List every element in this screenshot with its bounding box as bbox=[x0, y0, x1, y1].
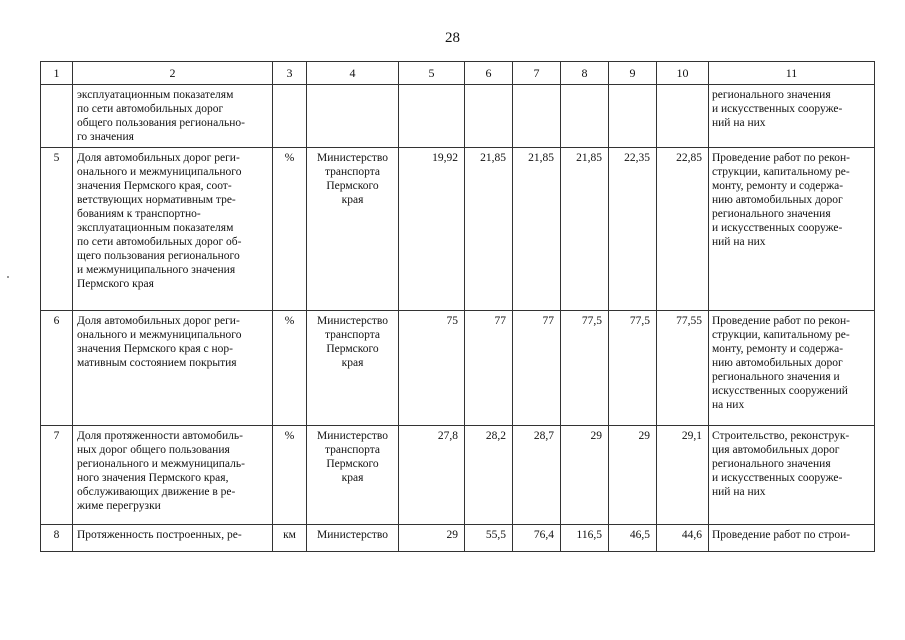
value-cell bbox=[657, 85, 709, 148]
cell-line: регионального значения и bbox=[712, 371, 840, 383]
column-numbers-row bbox=[41, 62, 875, 85]
indicator-cell bbox=[73, 426, 273, 525]
indicator-cell bbox=[73, 525, 273, 552]
value-cell: 19,92 bbox=[399, 148, 465, 311]
value-cell: 76,4 bbox=[513, 525, 561, 552]
activity-cell bbox=[709, 148, 875, 311]
cell-line: ний на них bbox=[712, 117, 766, 129]
cell-line: значения Пермского края, соот- bbox=[77, 180, 232, 192]
cell-line: монту, ремонту и содержа- bbox=[712, 180, 844, 192]
cell-line: бованиям к транспортно- bbox=[77, 208, 201, 220]
value-cell: 77,5 bbox=[561, 311, 609, 426]
value-cell: 77,55 bbox=[657, 311, 709, 426]
header-cell: 9 bbox=[609, 62, 657, 85]
value-cell: 28,7 bbox=[513, 426, 561, 525]
cell-line: Протяженность построенных, ре- bbox=[77, 529, 242, 541]
value-cell: 46,5 bbox=[609, 525, 657, 552]
indicator-cell bbox=[73, 148, 273, 311]
header-cell: 11 bbox=[709, 62, 875, 85]
value-cell: 22,85 bbox=[657, 148, 709, 311]
header-cell: 2 bbox=[73, 62, 273, 85]
value-cell: 27,8 bbox=[399, 426, 465, 525]
unit-cell: % bbox=[273, 311, 307, 426]
row-number-cell bbox=[41, 85, 73, 148]
cell-line: ного значения Пермского края, bbox=[77, 472, 229, 484]
value-cell bbox=[513, 85, 561, 148]
cell-line: и межмуниципального значения bbox=[77, 264, 236, 276]
value-cell: 22,35 bbox=[609, 148, 657, 311]
unit-cell bbox=[273, 85, 307, 148]
cell-line: общего пользования регионально- bbox=[77, 117, 245, 129]
executor-cell bbox=[307, 148, 399, 311]
cell-line: ных дорог общего пользования bbox=[77, 444, 230, 456]
cell-line: мативным состоянием покрытия bbox=[77, 357, 237, 369]
cell-line: регионального значения bbox=[712, 208, 831, 220]
cell-line: транспорта bbox=[324, 444, 381, 456]
cell-line: транспорта bbox=[324, 329, 381, 341]
cell-line: Пермского bbox=[326, 343, 379, 355]
continuation-row bbox=[41, 85, 875, 148]
cell-line: го значения bbox=[77, 131, 134, 143]
unit-cell: км bbox=[273, 525, 307, 552]
indicator-cell bbox=[73, 311, 273, 426]
cell-line: транспорта bbox=[324, 166, 381, 178]
cell-line: края bbox=[341, 357, 364, 369]
cell-line: Пермского края bbox=[77, 278, 154, 290]
cell-line: нию автомобильных дорог bbox=[712, 194, 843, 206]
value-cell: 21,85 bbox=[465, 148, 513, 311]
cell-line: искусственных сооружений bbox=[712, 385, 848, 397]
cell-line: регионального значения bbox=[712, 458, 831, 470]
value-cell: 29 bbox=[609, 426, 657, 525]
indicators-table bbox=[40, 61, 875, 552]
cell-line: Министерство bbox=[317, 315, 388, 327]
page-number: 28 bbox=[445, 30, 460, 46]
value-cell bbox=[465, 85, 513, 148]
executor-cell bbox=[307, 525, 399, 552]
cell-line: Пермского bbox=[326, 180, 379, 192]
cell-line: жиме перегрузки bbox=[77, 500, 161, 512]
value-cell: 75 bbox=[399, 311, 465, 426]
cell-line: регионального значения bbox=[712, 89, 831, 101]
header-cell: 10 bbox=[657, 62, 709, 85]
cell-line: струкции, капитальному ре- bbox=[712, 329, 850, 341]
value-cell: 116,5 bbox=[561, 525, 609, 552]
value-cell: 29 bbox=[399, 525, 465, 552]
value-cell bbox=[609, 85, 657, 148]
activity-cell bbox=[709, 311, 875, 426]
cell-line: Пермского bbox=[326, 458, 379, 470]
header-cell: 8 bbox=[561, 62, 609, 85]
activity-cell bbox=[709, 85, 875, 148]
cell-line: ний на них bbox=[712, 236, 766, 248]
indicator-cell bbox=[73, 85, 273, 148]
value-cell: 21,85 bbox=[561, 148, 609, 311]
cell-line: регионального и межмуниципаль- bbox=[77, 458, 245, 470]
row-number-cell: 5 bbox=[41, 148, 73, 311]
cell-line: Министерство bbox=[317, 529, 388, 541]
cell-line: по сети автомобильных дорог bbox=[77, 103, 224, 115]
cell-line: и искусственных сооруже- bbox=[712, 103, 843, 115]
scan-speck bbox=[7, 276, 9, 278]
cell-line: обслуживающих движение в ре- bbox=[77, 486, 236, 498]
value-cell: 29 bbox=[561, 426, 609, 525]
cell-line: по сети автомобильных дорог об- bbox=[77, 236, 242, 248]
cell-line: Проведение работ по рекон- bbox=[712, 152, 850, 164]
value-cell: 44,6 bbox=[657, 525, 709, 552]
value-cell: 77,5 bbox=[609, 311, 657, 426]
row-number-cell: 7 bbox=[41, 426, 73, 525]
cell-line: на них bbox=[712, 399, 745, 411]
value-cell: 77 bbox=[465, 311, 513, 426]
cell-line: Доля протяженности автомобиль- bbox=[77, 430, 243, 442]
header-cell: 6 bbox=[465, 62, 513, 85]
cell-line: онального и межмуниципального bbox=[77, 329, 242, 341]
unit-cell: % bbox=[273, 426, 307, 525]
activity-cell bbox=[709, 426, 875, 525]
cell-line: нию автомобильных дорог bbox=[712, 357, 843, 369]
executor-cell bbox=[307, 85, 399, 148]
row-number-cell: 8 bbox=[41, 525, 73, 552]
header-cell: 1 bbox=[41, 62, 73, 85]
cell-line: онального и межмуниципального bbox=[77, 166, 242, 178]
table-row bbox=[41, 525, 875, 552]
value-cell bbox=[399, 85, 465, 148]
cell-line: эксплуатационным показателям bbox=[77, 222, 234, 234]
cell-line: ний на них bbox=[712, 486, 766, 498]
value-cell: 29,1 bbox=[657, 426, 709, 525]
header-cell: 7 bbox=[513, 62, 561, 85]
value-cell: 55,5 bbox=[465, 525, 513, 552]
table-row bbox=[41, 148, 875, 311]
cell-line: монту, ремонту и содержа- bbox=[712, 343, 844, 355]
cell-line: эксплуатационным показателям bbox=[77, 89, 234, 101]
value-cell: 28,2 bbox=[465, 426, 513, 525]
cell-line: и искусственных сооруже- bbox=[712, 472, 843, 484]
cell-line: Проведение работ по рекон- bbox=[712, 315, 850, 327]
executor-cell bbox=[307, 426, 399, 525]
cell-line: Строительство, реконструк- bbox=[712, 430, 850, 442]
value-cell: 21,85 bbox=[513, 148, 561, 311]
activity-cell bbox=[709, 525, 875, 552]
unit-cell: % bbox=[273, 148, 307, 311]
cell-line: края bbox=[341, 472, 364, 484]
cell-line: края bbox=[341, 194, 364, 206]
cell-line: струкции, капитальному ре- bbox=[712, 166, 850, 178]
cell-line: значения Пермского края с нор- bbox=[77, 343, 233, 355]
cell-line: ветствующих нормативным тре- bbox=[77, 194, 236, 206]
cell-line: щего пользования регионального bbox=[77, 250, 240, 262]
cell-line: и искусственных сооруже- bbox=[712, 222, 843, 234]
executor-cell bbox=[307, 311, 399, 426]
header-cell: 3 bbox=[273, 62, 307, 85]
value-cell bbox=[561, 85, 609, 148]
cell-line: Доля автомобильных дорог реги- bbox=[77, 152, 240, 164]
cell-line: Доля автомобильных дорог реги- bbox=[77, 315, 240, 327]
cell-line: Министерство bbox=[317, 152, 388, 164]
value-cell: 77 bbox=[513, 311, 561, 426]
header-cell: 5 bbox=[399, 62, 465, 85]
cell-line: Проведение работ по строи- bbox=[712, 529, 851, 541]
table-row bbox=[41, 426, 875, 525]
header-cell: 4 bbox=[307, 62, 399, 85]
table-row bbox=[41, 311, 875, 426]
cell-line: Министерство bbox=[317, 430, 388, 442]
row-number-cell: 6 bbox=[41, 311, 73, 426]
cell-line: ция автомобильных дорог bbox=[712, 444, 840, 456]
